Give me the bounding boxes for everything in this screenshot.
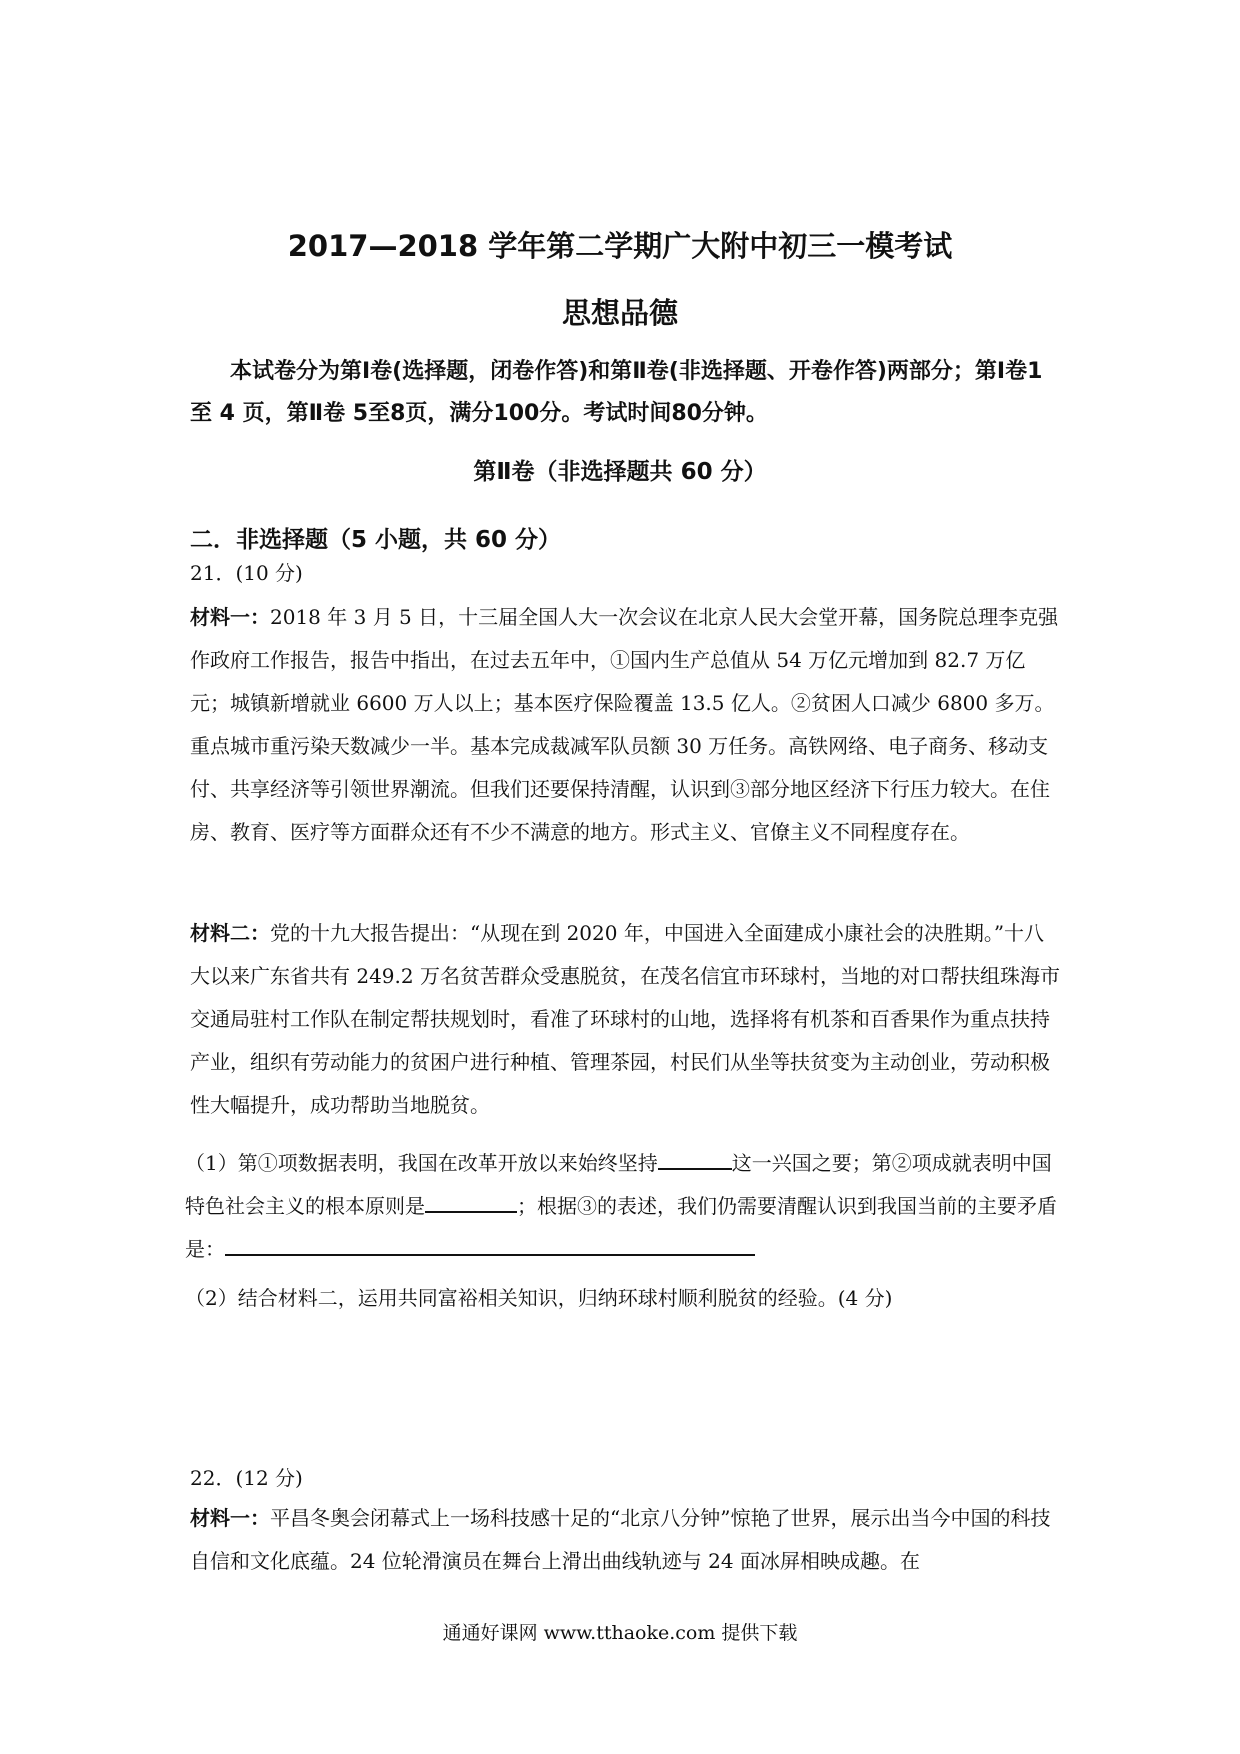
answer-blank[interactable]	[225, 1236, 755, 1256]
question-21-number: 21．(10 分)	[190, 561, 303, 585]
answer-blank[interactable]	[658, 1150, 732, 1170]
question-21-material-2	[190, 912, 1060, 1127]
exam-title: 2017—2018 学年第二学期广大附中初三一模考试	[287, 229, 953, 263]
material-text: 党的十九大报告提出：“从现在到 2020 年，中国进入全面建成小康社会的决胜期。”十八大以来广东省共有 249.2 万名贫苦群众受惠脱贫，在茂名信宜市环球村，当地的对口帮扶组珠海市交通局驻村工作队在制定帮扶规划时，看准了环球村的山地，选择将有机茶和百香果作为重点扶持产业，组织有劳动能力的贫困户进行种植、管理茶园，村民们从坐等扶贫变为主动创业，劳动积极性大幅提升，成功帮助当地脱贫。	[190, 921, 1060, 1117]
subject-title: 思想品德	[561, 296, 678, 330]
question-21-sub-2: （2）结合材料二，运用共同富裕相关知识，归纳环球村顺利脱贫的经验。(4 分)	[185, 1286, 893, 1310]
section-title: 第Ⅱ卷（非选择题共 60 分）	[473, 459, 767, 485]
question-22-material-1	[190, 1497, 1060, 1583]
part-title: 二．非选择题（5 小题，共 60 分）	[190, 527, 562, 553]
page-footer: 通通好课网 www.tthaoke.com 提供下载	[442, 1622, 798, 1644]
question-21-material-1	[190, 596, 1060, 854]
exam-intro: 本试卷分为第Ⅰ卷(选择题，闭卷作答)和第Ⅱ卷(非选择题、开卷作答)两部分；第Ⅰ卷1至 4 页，第Ⅱ卷 5至8页，满分100分。考试时间80分钟。	[190, 359, 1043, 426]
material-label: 材料一：	[190, 1506, 270, 1530]
question-22-number: 22．(12 分)	[190, 1466, 303, 1490]
question-21-sub-1: （1）第①项数据表明，我国在改革开放以来始终坚持 这一兴国之要；第②项成就表明中国特色社会主义的根本原则是 ；根据③的表述，我们仍需要清醒认识到我国当前的主要矛盾是：	[185, 1151, 1057, 1261]
material-label: 材料二：	[190, 921, 270, 945]
answer-blank[interactable]	[425, 1193, 517, 1213]
material-text: 平昌冬奥会闭幕式上一场科技感十足的“北京八分钟”惊艳了世界，展示出当今中国的科技自信和文化底蕴。24 位轮滑演员在舞台上滑出曲线轨迹与 24 面冰屏相映成趣。在	[190, 1506, 1051, 1573]
material-label: 材料一：	[190, 605, 270, 629]
material-text: 2018 年 3 月 5 日，十三届全国人大一次会议在北京人民大会堂开幕，国务院总理李克强作政府工作报告，报告中指出，在过去五年中，①国内生产总值从 54 万亿元增加到 82.7 万亿元；城镇新增就业 6600 万人以上；基本医疗保险覆盖 13.5 亿人。②贫困人口减少 6800 多万。重点城市重污染天数减少一半。基本完成裁减军队员额 30 万任务。高铁网络、电子商务、移动支付、共享经济等引领世界潮流。但我们还要保持清醒，认识到③部分地区经济下行压力较大。在住房、教育、医疗等方面群众还有不少不满意的地方。形式主义、官僚主义不同程度存在。	[190, 605, 1059, 844]
